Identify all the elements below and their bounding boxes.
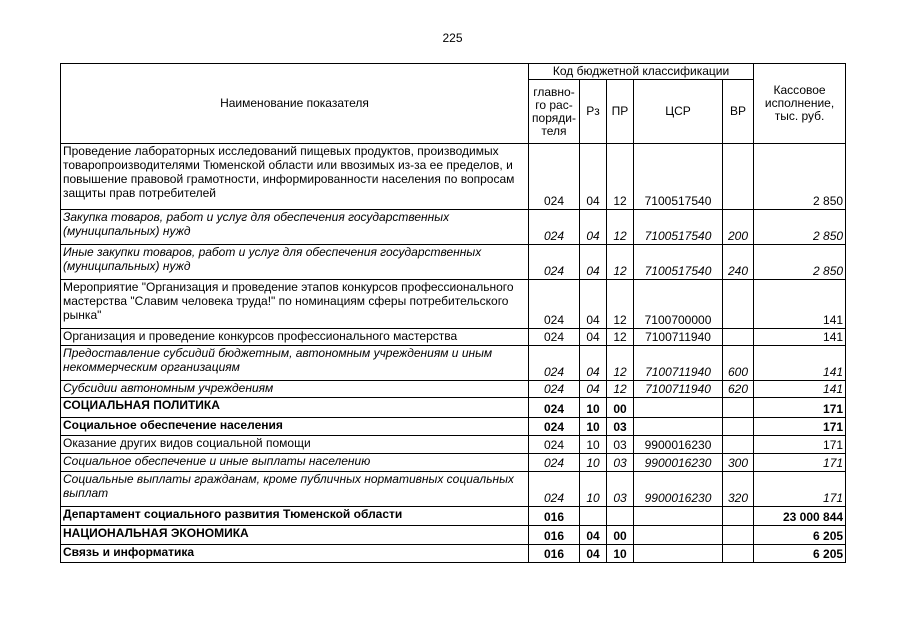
table-row xyxy=(61,454,846,472)
row-pr-code: 12 xyxy=(607,210,634,245)
header-name: Наименование показателя xyxy=(61,64,529,144)
row-name: Связь и информатика xyxy=(61,545,529,563)
header-csr: ЦСР xyxy=(634,80,723,144)
row-amount: 6 205 xyxy=(754,526,846,545)
row-vr-code xyxy=(723,144,754,210)
row-amount: 2 850 xyxy=(754,245,846,280)
table-row xyxy=(61,436,846,454)
row-pr-code: 00 xyxy=(607,398,634,418)
row-vr-code: 620 xyxy=(723,381,754,398)
row-amount: 171 xyxy=(754,472,846,507)
row-rz-code: 04 xyxy=(580,210,607,245)
row-vr-code xyxy=(723,398,754,418)
row-admin-code: 024 xyxy=(529,329,580,346)
row-csr-code: 7100700000 xyxy=(634,280,723,329)
row-name: Закупка товаров, работ и услуг для обеспечения государственных (муниципальных) нужд xyxy=(61,210,529,245)
row-rz-code: 04 xyxy=(580,245,607,280)
row-vr-code: 240 xyxy=(723,245,754,280)
row-amount: 23 000 844 xyxy=(754,507,846,526)
row-vr-code xyxy=(723,436,754,454)
header-amount: Кассовое исполнение, тыс. руб. xyxy=(754,64,846,144)
row-vr-code xyxy=(723,418,754,436)
row-csr-code: 7100711940 xyxy=(634,381,723,398)
row-rz-code: 04 xyxy=(580,280,607,329)
table-row xyxy=(61,346,846,381)
page-number: 225 xyxy=(442,31,463,45)
row-name: Оказание других видов социальной помощи xyxy=(61,436,529,454)
row-rz-code: 04 xyxy=(580,346,607,381)
table-row xyxy=(61,545,846,563)
row-pr-code: 03 xyxy=(607,454,634,472)
table-row xyxy=(61,472,846,507)
row-amount: 141 xyxy=(754,280,846,329)
header-rz: Рз xyxy=(580,80,607,144)
row-rz-code: 10 xyxy=(580,398,607,418)
table-row xyxy=(61,210,846,245)
row-name: СОЦИАЛЬНАЯ ПОЛИТИКА xyxy=(61,398,529,418)
row-csr-code: 7100711940 xyxy=(634,346,723,381)
row-rz-code: 04 xyxy=(580,329,607,346)
row-rz-code: 10 xyxy=(580,436,607,454)
row-csr-code xyxy=(634,507,723,526)
row-amount: 2 850 xyxy=(754,210,846,245)
row-admin-code: 024 xyxy=(529,436,580,454)
row-amount: 171 xyxy=(754,436,846,454)
row-rz-code: 10 xyxy=(580,472,607,507)
row-name: Социальное обеспечение населения xyxy=(61,418,529,436)
row-rz-code: 04 xyxy=(580,144,607,210)
row-amount: 171 xyxy=(754,454,846,472)
row-amount: 141 xyxy=(754,346,846,381)
header-pr: ПР xyxy=(607,80,634,144)
row-admin-code: 016 xyxy=(529,545,580,563)
row-amount: 6 205 xyxy=(754,545,846,563)
row-admin-code: 016 xyxy=(529,526,580,545)
row-vr-code xyxy=(723,329,754,346)
row-pr-code: 03 xyxy=(607,436,634,454)
header-vr: ВР xyxy=(723,80,754,144)
row-vr-code: 300 xyxy=(723,454,754,472)
row-vr-code: 320 xyxy=(723,472,754,507)
row-pr-code: 00 xyxy=(607,526,634,545)
header-code-group: Код бюджетной классификации xyxy=(529,64,754,80)
row-csr-code: 9900016230 xyxy=(634,436,723,454)
row-vr-code xyxy=(723,280,754,329)
row-vr-code: 600 xyxy=(723,346,754,381)
row-admin-code: 024 xyxy=(529,418,580,436)
row-rz-code: 10 xyxy=(580,454,607,472)
row-pr-code: 12 xyxy=(607,280,634,329)
row-admin-code: 024 xyxy=(529,280,580,329)
row-rz-code: 10 xyxy=(580,418,607,436)
table-row xyxy=(61,418,846,436)
row-vr-code xyxy=(723,545,754,563)
row-pr-code: 12 xyxy=(607,245,634,280)
row-pr-code: 12 xyxy=(607,346,634,381)
row-name: Мероприятие "Организация и проведение этапов конкурсов профессионального мастерства "Славим человека труда!" по номинациям сферы потребительского рынка" xyxy=(61,280,529,329)
row-admin-code: 016 xyxy=(529,507,580,526)
table-row xyxy=(61,280,846,329)
row-name: НАЦИОНАЛЬНАЯ ЭКОНОМИКА xyxy=(61,526,529,545)
row-admin-code: 024 xyxy=(529,454,580,472)
row-pr-code: 12 xyxy=(607,381,634,398)
row-pr-code: 12 xyxy=(607,144,634,210)
row-amount: 141 xyxy=(754,329,846,346)
row-csr-code xyxy=(634,418,723,436)
row-admin-code: 024 xyxy=(529,210,580,245)
row-csr-code: 9900016230 xyxy=(634,454,723,472)
row-amount: 141 xyxy=(754,381,846,398)
row-name: Иные закупки товаров, работ и услуг для обеспечения государственных (муниципальных) нужд xyxy=(61,245,529,280)
row-name: Проведение лабораторных исследований пищевых продуктов, производимых товаропроизводителями Тюменской области или ввозимых из-за ее пределов, и повышение правовой грамотности, информированности населения по вопросам защиты прав потребителей xyxy=(61,144,529,210)
row-csr-code: 9900016230 xyxy=(634,472,723,507)
row-admin-code: 024 xyxy=(529,472,580,507)
row-admin-code: 024 xyxy=(529,245,580,280)
table-row xyxy=(61,245,846,280)
row-vr-code xyxy=(723,507,754,526)
table-row xyxy=(61,381,846,398)
row-name: Департамент социального развития Тюменской области xyxy=(61,507,529,526)
row-amount: 171 xyxy=(754,398,846,418)
row-rz-code xyxy=(580,507,607,526)
row-amount: 171 xyxy=(754,418,846,436)
row-vr-code: 200 xyxy=(723,210,754,245)
row-admin-code: 024 xyxy=(529,144,580,210)
row-pr-code xyxy=(607,507,634,526)
table-row xyxy=(61,398,846,418)
row-pr-code: 12 xyxy=(607,329,634,346)
row-name: Организация и проведение конкурсов профессионального мастерства xyxy=(61,329,529,346)
budget-table xyxy=(60,63,846,563)
row-admin-code: 024 xyxy=(529,398,580,418)
table-row xyxy=(61,526,846,545)
row-pr-code: 03 xyxy=(607,472,634,507)
row-admin-code: 024 xyxy=(529,346,580,381)
row-pr-code: 03 xyxy=(607,418,634,436)
row-name: Социальные выплаты гражданам, кроме публичных нормативных социальных выплат xyxy=(61,472,529,507)
row-amount: 2 850 xyxy=(754,144,846,210)
row-rz-code: 04 xyxy=(580,526,607,545)
table-row xyxy=(61,144,846,210)
row-rz-code: 04 xyxy=(580,545,607,563)
row-name: Социальное обеспечение и иные выплаты населению xyxy=(61,454,529,472)
row-admin-code: 024 xyxy=(529,381,580,398)
row-csr-code xyxy=(634,526,723,545)
row-vr-code xyxy=(723,526,754,545)
row-csr-code: 7100517540 xyxy=(634,144,723,210)
row-pr-code: 10 xyxy=(607,545,634,563)
row-csr-code: 7100711940 xyxy=(634,329,723,346)
row-name: Предоставление субсидий бюджетным, автономным учреждениям и иным некоммерческим организациям xyxy=(61,346,529,381)
table-row xyxy=(61,507,846,526)
row-csr-code xyxy=(634,398,723,418)
header-admin: главно-го рас-поряди-теля xyxy=(529,80,580,144)
row-csr-code: 7100517540 xyxy=(634,210,723,245)
table-row xyxy=(61,329,846,346)
row-csr-code xyxy=(634,545,723,563)
row-name: Субсидии автономным учреждениям xyxy=(61,381,529,398)
row-csr-code: 7100517540 xyxy=(634,245,723,280)
row-rz-code: 04 xyxy=(580,381,607,398)
